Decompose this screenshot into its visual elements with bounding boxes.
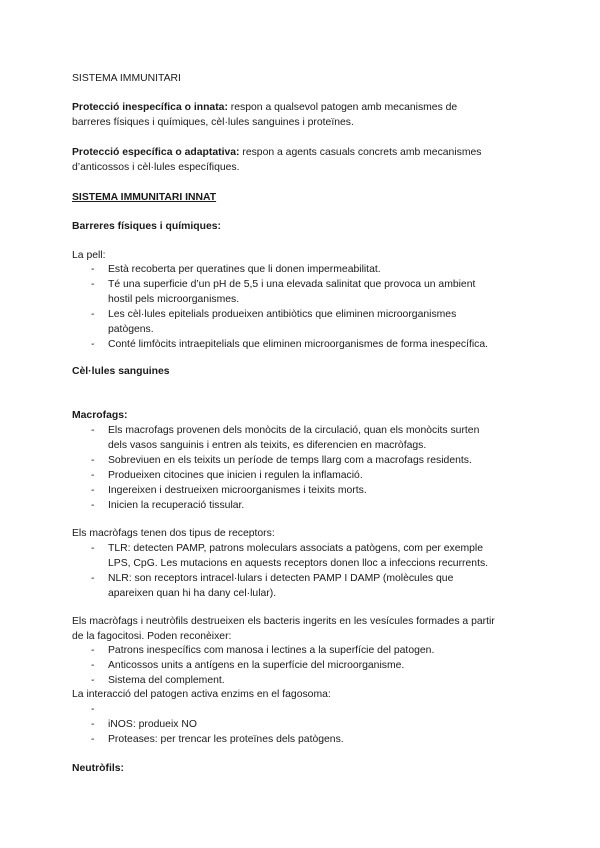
- list-item: [72, 702, 532, 717]
- innata-label: Protecció inespecífica o innata:: [72, 102, 228, 113]
- list-item: - iNOS: produeix NO: [72, 717, 532, 732]
- innata-text-1: respon a qualsevol patogen amb mecanismes de: [227, 102, 458, 113]
- pell-list: [72, 262, 532, 352]
- list-item: - Ingereixen i destrueixen microorganismes i teixits morts.: [72, 483, 532, 498]
- list-item: - NLR: son receptors intracel·lulars i detecten PAMP I DAMP (molècules que apareixen quan hi ha dany cel·lular).: [72, 571, 532, 601]
- cellules-heading: Cèl·lules sanguines: [72, 366, 170, 377]
- macrofags-list: [72, 423, 532, 513]
- macrofags-heading: Macrofags:: [72, 410, 128, 421]
- innata-text-2: barreres físiques i químiques, cèl·lules sanguines i proteïnes.: [72, 117, 354, 128]
- enzims-intro: La interacció del patogen activa enzims en el fagosoma:: [72, 689, 331, 700]
- list-item: - Conté limfòcits intraepitelials que eliminen microorganismes de forma inespecífica.: [72, 337, 532, 352]
- list-item: - Té una superficie d’un pH de 5,5 i una elevada salinitat que provoca un ambient hostil pels microorganismes.: [72, 277, 532, 307]
- paragraph-adaptativa: [72, 145, 532, 175]
- receptors-list: [72, 541, 532, 601]
- pell-label: La pell:: [72, 250, 106, 261]
- enzims-list: [72, 702, 532, 747]
- list-item: - Està recoberta per queratines que li donen impermeabilitat.: [72, 262, 532, 277]
- list-item: - Patrons inespecífics com manosa i lectines a la superfície del patogen.: [72, 643, 532, 658]
- list-item: - Anticossos units a antígens en la superfície del microorganisme.: [72, 658, 532, 673]
- document-title: SISTEMA IMMUNITARI: [72, 73, 181, 84]
- adaptativa-text-1: respon a agents casuals concrets amb mecanismes: [239, 147, 482, 158]
- list-item: - Produeixen citocines que inicien i regulen la inflamació.: [72, 468, 532, 483]
- list-item: - Sobreviuen en els teixits un període de temps llarg com a macrofags residents.: [72, 453, 532, 468]
- list-item: - Sistema del complement.: [72, 673, 532, 688]
- list-item: - Els macrofags provenen dels monòcits de la circulació, quan els monòcits surten dels vasos sanguinis i entren als teixits, es diferencien en macròfags.: [72, 423, 532, 453]
- paragraph-innata: [72, 100, 532, 130]
- list-item: - TLR: detecten PAMP, patrons moleculars associats a patògens, com per exemple LPS, CpG. Les mutacions en aquests receptors donen lloc a infeccions recurrents.: [72, 541, 532, 571]
- adaptativa-label: Protecció específica o adaptativa:: [72, 147, 240, 158]
- fagocitosi-line-2: de la fagocitosi. Poden reconèixer:: [72, 631, 232, 642]
- list-item: - Proteases: per trencar les proteïnes dels patògens.: [72, 732, 532, 747]
- receptors-intro: Els macròfags tenen dos tipus de receptors:: [72, 528, 275, 539]
- reconeixer-list: [72, 643, 532, 688]
- section-heading-innat: SISTEMA IMMUNITARI INNAT: [72, 192, 217, 203]
- list-item: - Les cèl·lules epitelials produeixen antibiòtics que eliminen microorganismes patògens.: [72, 307, 532, 337]
- fagocitosi-line-1: Els macròfags i neutròfils destrueixen els bacteris ingerits en les vesícules formades a partir: [72, 616, 495, 627]
- neutrofils-heading: Neutròfils:: [72, 763, 124, 774]
- adaptativa-text-2: d’anticossos i cèl·lules específiques.: [72, 162, 240, 173]
- fagocitosi-paragraph: [72, 614, 532, 644]
- list-item: - Inicien la recuperació tissular.: [72, 498, 532, 513]
- barreres-heading: Barreres físiques i químiques:: [72, 221, 221, 232]
